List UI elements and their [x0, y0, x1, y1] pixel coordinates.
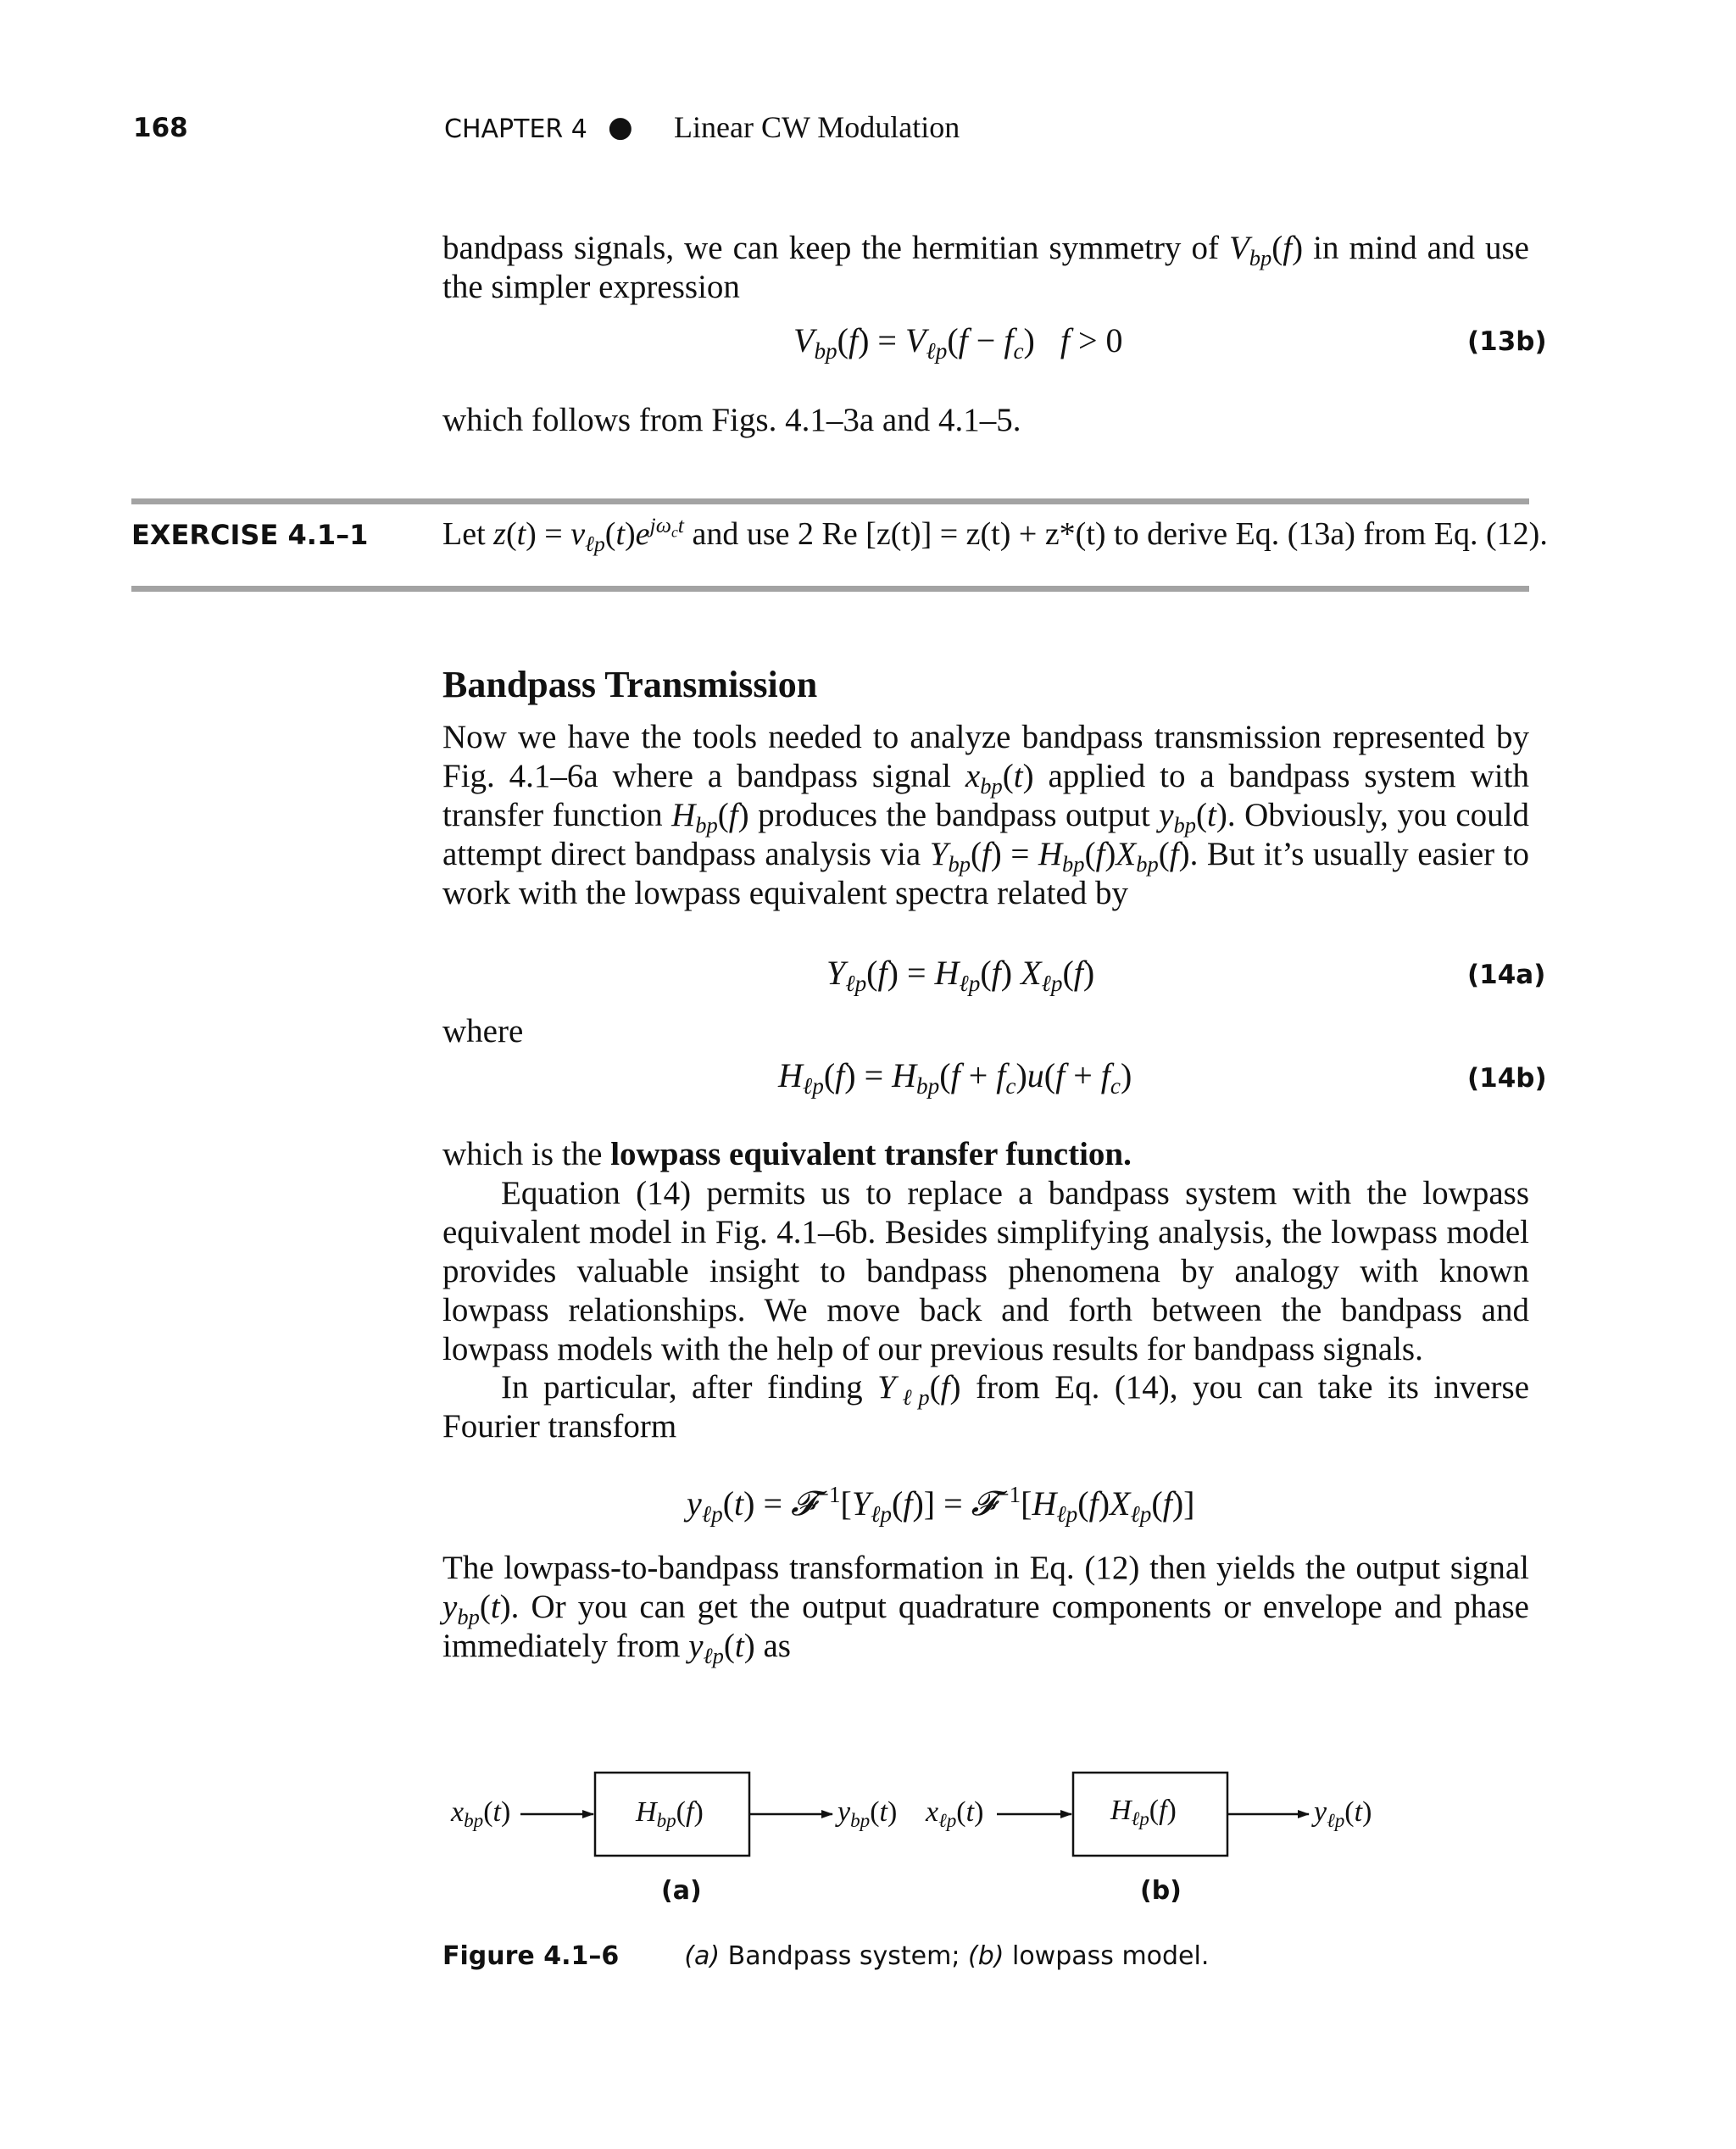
math-Ybp-eq: $Y_{bp}(f) = H_{bp}(f)X_{bp}(f)$: [929, 836, 1190, 877]
equation-number-14a: (14a): [1467, 960, 1546, 990]
fig-box-Hbp: $H_{bp}(f)$: [636, 1796, 704, 1832]
figure-caption-label: Figure 4.1–6: [442, 1941, 620, 1971]
math-Hbp-f: $H_{bp}(f)$: [671, 797, 749, 838]
fig-input-xlp: $x_{\ell p}(t)$: [926, 1796, 984, 1832]
exercise-bottom-rule: [131, 586, 1529, 592]
which-is-text: which is the: [442, 1136, 603, 1172]
section-p1-text-4: . Obviously, you could attempt direct bandpass analysis via: [442, 797, 1529, 872]
chapter-label: CHAPTER 4: [444, 114, 587, 144]
exercise-top-rule: [131, 498, 1529, 504]
section-title: Bandpass Transmission: [442, 664, 818, 705]
figure-label-a: (a): [661, 1876, 702, 1906]
fig-box-Hlp: $H_{\ell p}(f)$: [1110, 1795, 1177, 1830]
math-Vbp-f: $V_{bp}(f)$: [1228, 230, 1304, 270]
caption-text-a: Bandpass system;: [720, 1941, 968, 1971]
equation-14a: $Y_{\ell p}(f) = H_{\ell p}(f)$ $X_{\ell p}(f)$: [826, 954, 1095, 997]
section-p3-text-2: from Eq. (14), you can take its inverse Fourier transform: [442, 1369, 1530, 1445]
math-Ylp-f: $Y_{\ell p}(f)$: [877, 1369, 961, 1410]
fig-input-xbp: $x_{bp}(t)$: [451, 1796, 511, 1832]
math-ybp-t-output: $y_{bp}(t)$: [442, 1589, 511, 1629]
math-ybp-t: $y_{bp}(t)$: [1159, 797, 1227, 838]
section-p1-text-1: Now we have the tools needed to analyze bandpass transmission represented by Fig. 4.1–6a where a bandpass signal: [442, 719, 1529, 794]
lowpass-definition-line: [442, 1135, 1132, 1174]
equation-13b: $V_{bp}(f) = V_{\ell p}(f - f_c)$ f > 0: [793, 321, 1123, 365]
fig-output-ylp: $y_{\ell p}(t)$: [1314, 1796, 1372, 1832]
figure-label-b: (b): [1140, 1876, 1182, 1906]
section-paragraph-3: [442, 1368, 1529, 1446]
exercise-text: [442, 512, 1548, 556]
section-p1-text-2: applied to a bandpass system with transfer function: [442, 758, 1529, 833]
intro-paragraph: [442, 229, 1529, 307]
section-p1-text-3: produces the bandpass output: [758, 797, 1150, 833]
section-p4-text-2: . Or you can get the output quadrature components or envelope and phase immediately from: [442, 1589, 1529, 1664]
exercise-label: EXERCISE 4.1–1: [131, 519, 369, 551]
intro-follows-text: which follows from Figs. 4.1–3a and 4.1–5.: [442, 402, 1021, 438]
header-bullet: ●: [608, 110, 633, 144]
section-p4-text-3: as: [763, 1628, 791, 1664]
intro-text-2: in mind and use the simpler expression: [442, 230, 1529, 305]
math-xbp-t: $x_{bp}(t)$: [965, 758, 1034, 799]
section-p3-text-1: In particular, after finding: [501, 1369, 863, 1406]
caption-a-marker: (a): [684, 1941, 721, 1971]
math-z-def: $z(t) = v_{\ell p}(t)e^{j\omega_ct}$: [493, 512, 684, 556]
intro-text-1: bandpass signals, we can keep the hermitian symmetry of: [442, 230, 1219, 266]
figure-caption: [442, 1941, 1209, 1971]
exercise-text-1: Let: [442, 516, 486, 552]
figure-block-diagram: [424, 1746, 1441, 1916]
equation-number-13b: (13b): [1467, 326, 1547, 357]
section-paragraph-4: [442, 1549, 1529, 1666]
page-number: 168: [133, 113, 188, 143]
section-p4-text-1: The lowpass-to-bandpass transformation in Eq. (12) then yields the output signal: [442, 1550, 1529, 1586]
caption-b-marker: (b): [968, 1941, 1004, 1971]
math-ylp-t: $y_{\ell p}(t)$: [688, 1628, 755, 1668]
equation-inverse-fourier: $y_{\ell p}(t)$ = $𝓕^{-1}[Y_{\ell p}(f)]$ = $𝓕^{-1}[H_{\ell p}(f)X_{\ell p}(f)]$: [687, 1482, 1195, 1528]
where-text: where: [442, 1013, 524, 1049]
exercise-text-2: and use 2 Re [z(t)] = z(t) + z*(t) to derive Eq. (13a) from Eq. (12).: [692, 516, 1548, 552]
caption-text-b: lowpass model.: [1004, 1941, 1210, 1971]
bold-term: lowpass equivalent transfer function.: [610, 1136, 1132, 1172]
section-paragraph-1: [442, 718, 1529, 913]
chapter-title: Linear CW Modulation: [674, 110, 960, 144]
equation-14b: $H_{\ell p}(f) = H_{bp}(f + f_c)u(f + f_c)$: [778, 1056, 1132, 1100]
equation-number-14b: (14b): [1467, 1063, 1547, 1094]
section-paragraph-2: Equation (14) permits us to replace a bandpass system with the lowpass equivalent model in Fig. 4.1–6b. Besides simplifying analysis, the lowpass model provides valuable insight to bandpass phenomena by analogy with known lowpass relationships. We move back and forth between the bandpass and lowpass models with the help of our previous results for bandpass signals.: [442, 1175, 1529, 1367]
section-p1-text-5: . But it’s usually easier to work with the lowpass equivalent spectra related by: [442, 836, 1530, 911]
fig-output-ybp: $y_{bp}(t)$: [837, 1796, 898, 1832]
